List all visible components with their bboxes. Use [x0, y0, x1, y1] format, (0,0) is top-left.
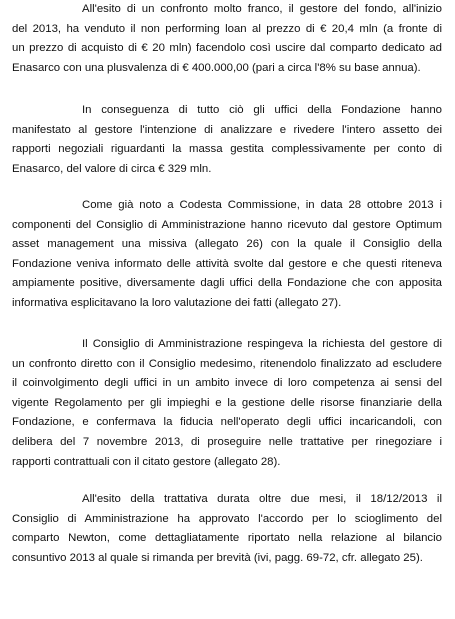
- text-line: rapporti negoziali riguardanti la massa gestita complessivamente per conto di: [12, 143, 442, 156]
- text-line: Enasarco con una plusvalenza di € 400.000,00 (pari a circa l'8% su base annua).: [12, 61, 421, 74]
- text-line: In conseguenza di tutto ciò gli uffici della Fondazione hanno: [82, 104, 442, 116]
- paragraph-optimum-letter: [12, 196, 442, 314]
- text-line: delibera del 7 novembre 2013, di proseguire nelle trattative per rinegoziare i: [12, 435, 442, 448]
- text-line: Fondazione veniva informato delle attività svolte dal gestore e che questi riteneva: [12, 257, 442, 270]
- text-line: asset management una missiva (allegato 26) con la quale il Consiglio della: [12, 238, 442, 251]
- paragraph-newton-agreement: [12, 490, 442, 568]
- text-line: consuntivo 2013 al quale si rimanda per brevità (ivi, pagg. 69-72, cfr. allegato 25).: [12, 551, 423, 564]
- paragraph-nonperforming-loan-sale: [12, 0, 442, 78]
- text-line: il coinvolgimento degli uffici in un ambito invece di loro competenza ai sensi del: [12, 377, 442, 390]
- text-line: All'esito di un confronto molto franco, il gestore del fondo, all'inizio: [82, 3, 442, 15]
- text-line: vigente Regolamento per gli impieghi e la gestione delle risorse finanziarie della: [12, 396, 442, 409]
- text-line: Come già noto a Codesta Commissione, in data 28 ottobre 2013 i: [82, 199, 442, 211]
- text-line: manifestato al gestore l'intenzione di analizzare e rivedere l'intero assetto dei: [12, 123, 442, 136]
- text-line: componenti del Consiglio di Amministrazione hanno ricevuto dal gestore Optimum: [12, 218, 442, 231]
- paragraph-board-decision: [12, 335, 442, 472]
- text-line: Fondazione, e confermava la fiducia nell'operato degli uffici incaricandoli, con: [12, 416, 442, 429]
- text-line: Il Consiglio di Amministrazione respingeva la richiesta del gestore di: [82, 338, 442, 350]
- text-line: del 2013, ha venduto il non performing loan al prezzo di € 20,4 mln (a fronte di: [12, 22, 442, 35]
- paragraph-review-of-relationship: [12, 101, 442, 179]
- text-line: Enasarco, del valore di circa € 329 mln.: [12, 162, 212, 175]
- text-line: comparto Newton, come dettagliatamente riportato nella relazione al bilancio: [12, 532, 442, 545]
- text-line: un confronto diretto con il Consiglio medesimo, ritenendolo finalizzato ad escludere: [12, 357, 442, 370]
- text-line: ampiamente positive, diversamente dagli uffici della Fondazione che con apposita: [12, 277, 442, 290]
- text-line: rapporti contrattuali con il citato gestore (allegato 28).: [12, 455, 281, 468]
- text-line: Consiglio di Amministrazione ha approvato l'accordo per lo scioglimento del: [12, 512, 442, 525]
- text-line: All'esito della trattativa durata oltre due mesi, il 18/12/2013 il: [82, 493, 442, 505]
- text-line: informativa esplicitavano la loro valutazione dei fatti (allegato 27).: [12, 296, 342, 309]
- text-line: un prezzo di acquisto di € 20 mln) facendolo così uscire dal comparto dedicato ad: [12, 42, 442, 55]
